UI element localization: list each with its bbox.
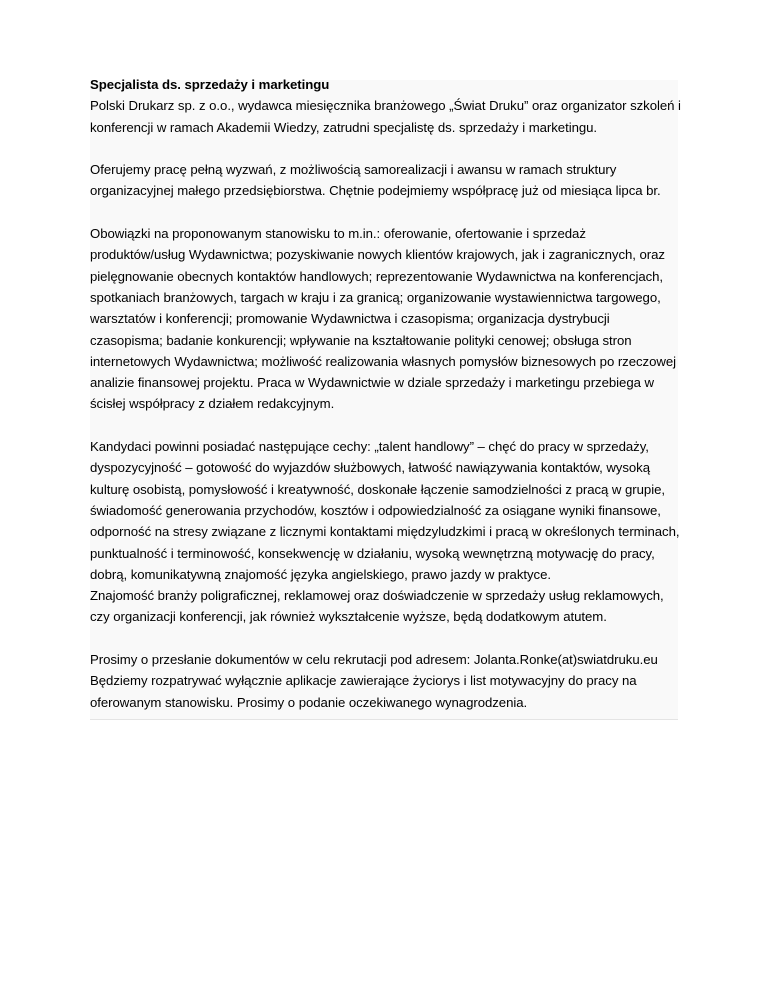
offer-paragraph: Oferujemy pracę pełną wyzwań, z możliwością samorealizacji i awansu w ramach struktury organizacyjnej małego przedsiębiorstwa. Chętnie podejmiemy współpracę już od miesiąca lipca br. xyxy=(90,162,661,199)
bonus-skills-paragraph: Znajomość branży poligraficznej, reklamowej oraz doświadczenie w sprzedaży usług reklamowych, czy organizacji konferencji, jak również wykształcenie wyższe, będą dodatkowym atutem. xyxy=(90,588,664,625)
application-paragraph: Prosimy o przesłanie dokumentów w celu rekrutacji pod adresem: Jolanta.Ronke(at)swiatdruku.eu Będziemy rozpatrywać wyłącznie aplikacje zawierające życiorys i list motywacyjny do pracy na oferowanym stanowisku. Prosimy o podanie oczekiwanego wynagrodzenia. xyxy=(90,652,658,710)
job-posting xyxy=(90,74,690,734)
intro-paragraph: Polski Drukarz sp. z o.o., wydawca miesięcznika branżowego „Świat Druku” oraz organizator szkoleń i konferencji w ramach Akademii Wiedzy, zatrudni specjalistę ds. sprzedaży i marketingu. xyxy=(90,98,681,135)
job-title: Specjalista ds. sprzedaży i marketingu xyxy=(90,77,330,92)
requirements-paragraph: Kandydaci powinni posiadać następujące cechy: „talent handlowy” – chęć do pracy w sprzedaży, dyspozycyjność – gotowość do wyjazdów służbowych, łatwość nawiązywania kontaktów, wysoką kulturę osobistą, pomysłowość i kreatywność, doskonałe łączenie samodzielności z pracą w grupie, świadomość generowania przychodów, kosztów i odpowiedzialność za osiągane wyniki finansowe, odporność na stresy związane z licznymi kontaktami międzyludzkimi i pracą w określonych terminach, punktualność i terminowość, konsekwencję w działaniu, wysoką wewnętrzną motywację do pracy, dobrą, komunikatywną znajomość języka angielskiego, prawo jazdy w praktyce. xyxy=(90,439,680,582)
duties-paragraph: Obowiązki na proponowanym stanowisku to m.in.: oferowanie, ofertowanie i sprzedaż produktów/usług Wydawnictwa; pozyskiwanie nowych klientów krajowych, jak i zagranicznych, oraz pielęgnowanie obecnych kontaktów handlowych; reprezentowanie Wydawnictwa na konferencjach, spotkaniach branżowych, targach w kraju i za granicą; organizowanie wystawiennictwa targowego, warsztatów i konferencji; promowanie Wydawnictwa i czasopisma; organizacja dystrybucji czasopisma; badanie konkurencji; wpływanie na kształtowanie polityki cenowej; obsługa stron internetowych Wydawnictwa; możliwość realizowania własnych pomysłów biznesowych po rzeczowej analizie finansowej projektu. Praca w Wydawnictwie w dziale sprzedaży i marketingu przebiega w ścisłej współpracy z działem redakcyjnym. xyxy=(90,226,677,412)
